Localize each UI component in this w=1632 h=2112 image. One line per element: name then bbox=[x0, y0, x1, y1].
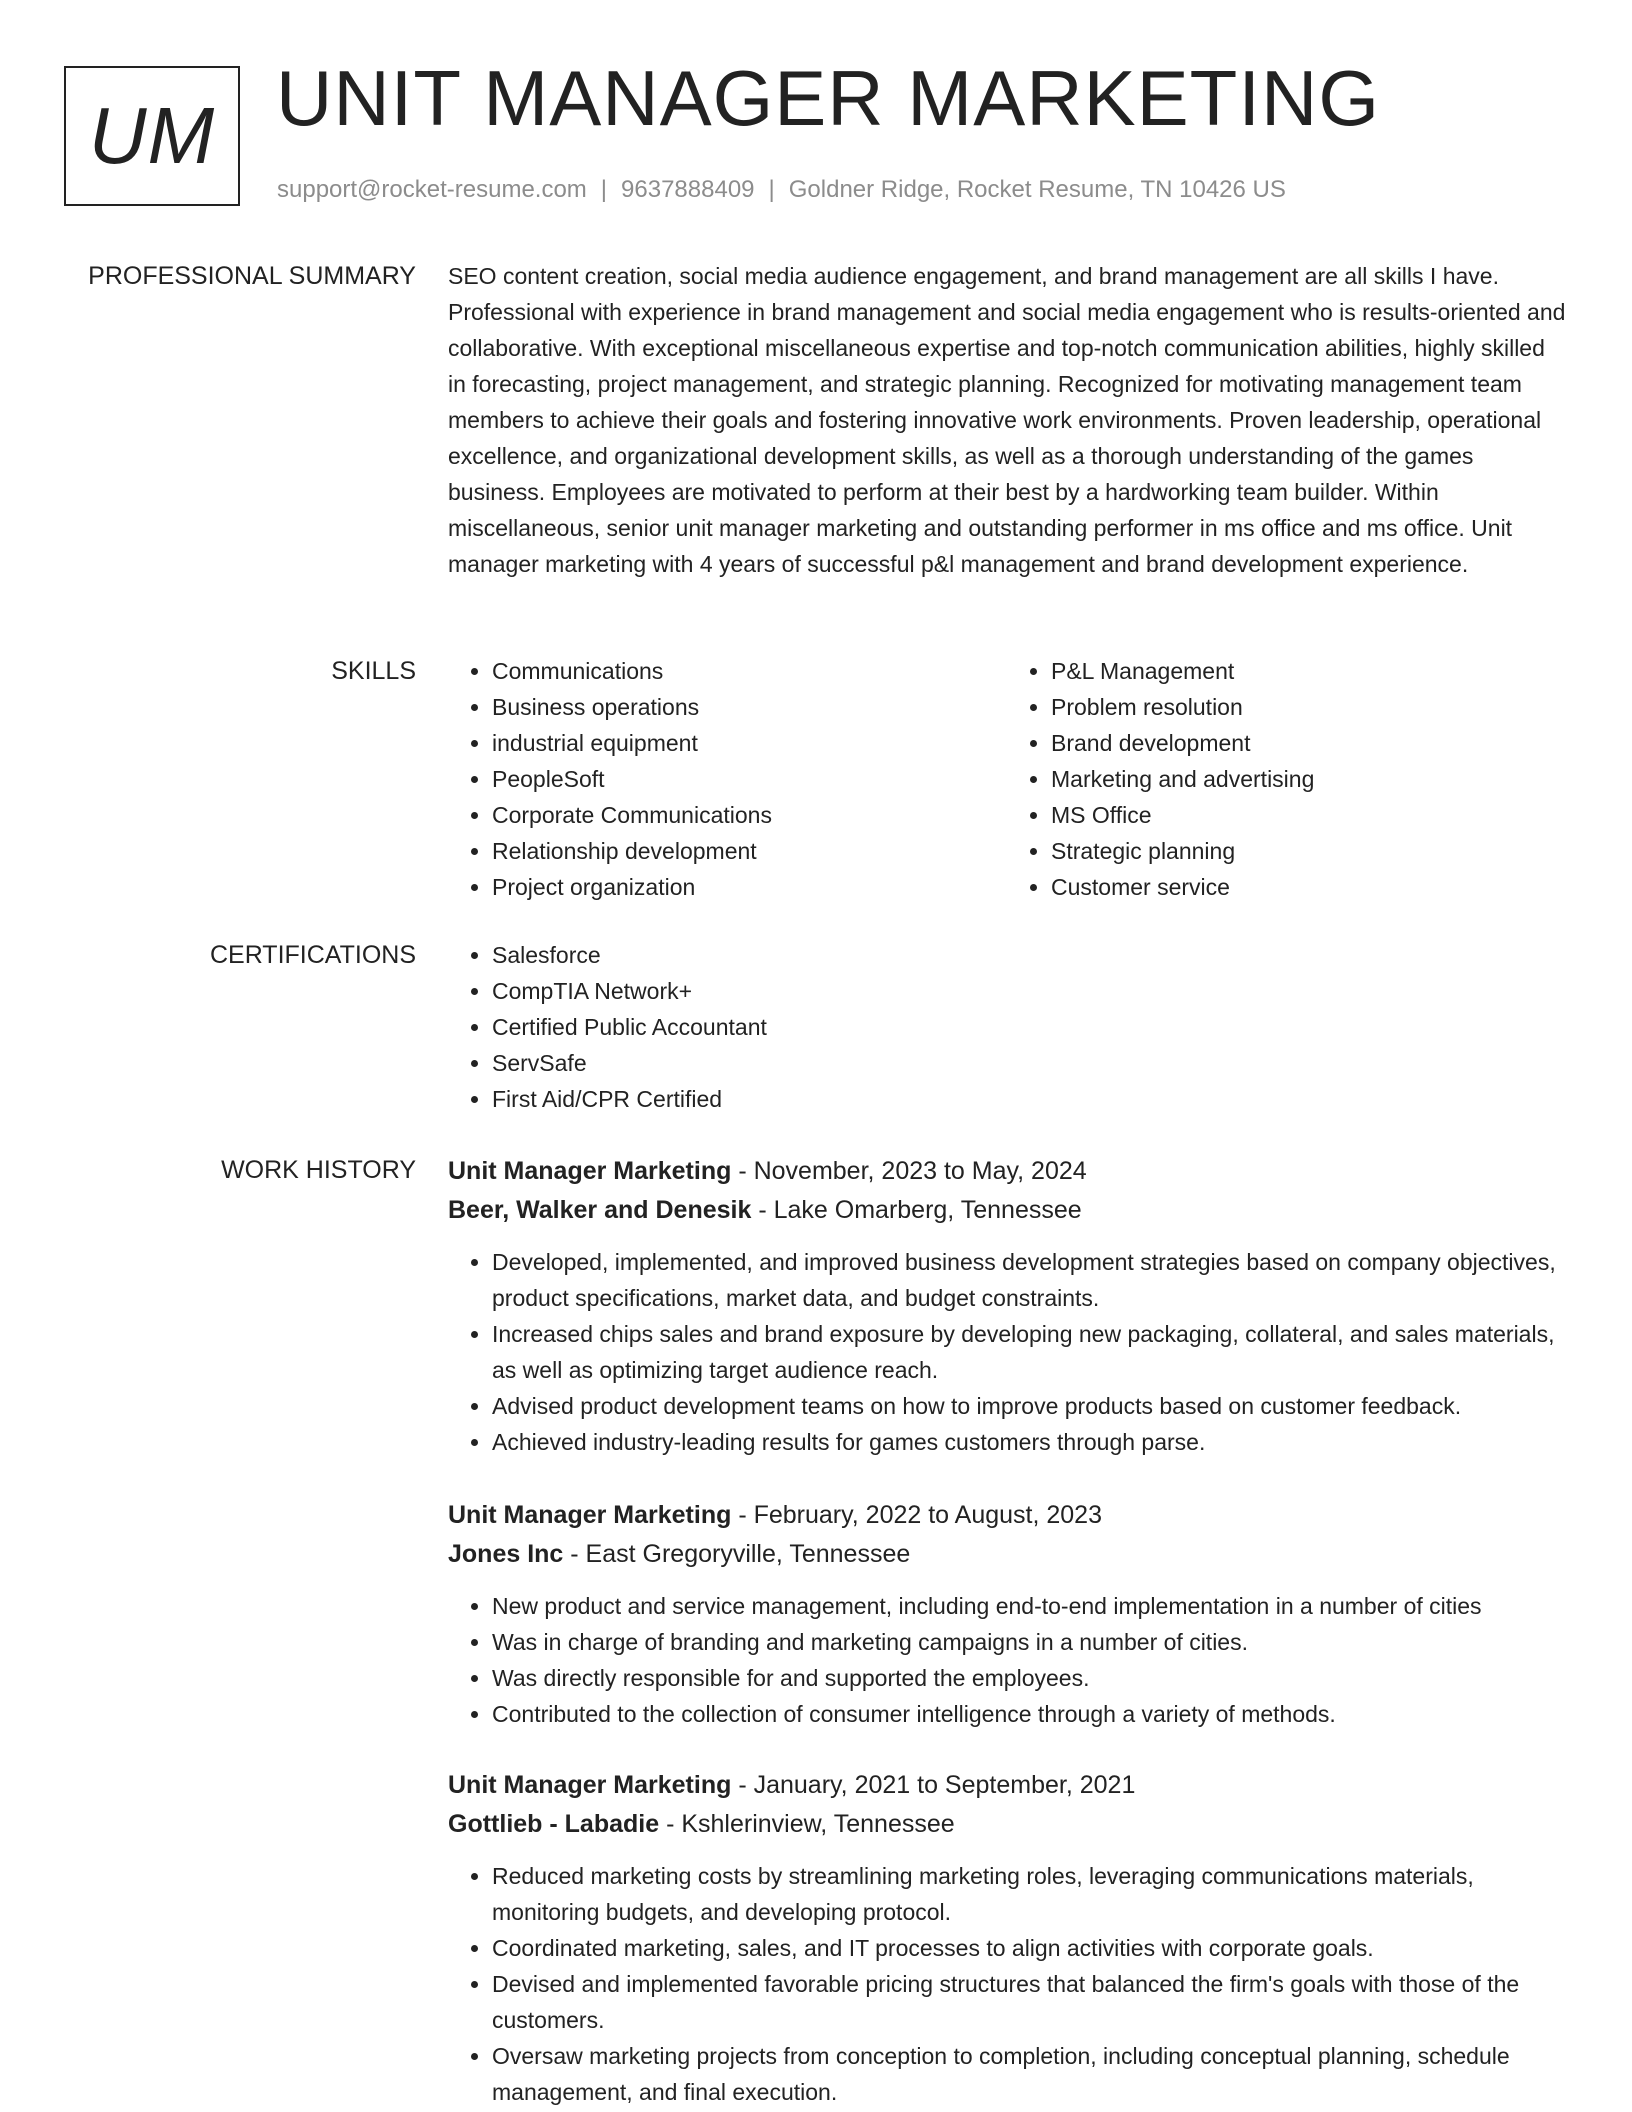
job-bullet: • Devised and implemented favorable pricing structures that balanced the firm's goals with those of the customers. bbox=[492, 1966, 1566, 2038]
certifications-body bbox=[448, 937, 1566, 1117]
contact-address: Goldner Ridge, Rocket Resume, TN 10426 US bbox=[788, 176, 1286, 203]
job-bullet: • Developed, implemented, and improved business development strategies based on company objectives, product specifications, market data, and budget constraints. bbox=[492, 1244, 1566, 1316]
skills-list-left bbox=[448, 653, 1007, 905]
skills-heading: SKILLS bbox=[331, 657, 416, 685]
job-title-line bbox=[448, 1766, 1566, 1805]
skill-item: • Customer service bbox=[1051, 869, 1566, 905]
skill-item: • Corporate Communications bbox=[492, 797, 1007, 833]
skill-item: • Marketing and advertising bbox=[1051, 761, 1566, 797]
job-bullet: • Reduced marketing costs by streamlining marketing roles, leveraging communications materials, monitoring budgets, and developing protocol. bbox=[492, 1858, 1566, 1930]
skills-body bbox=[448, 653, 1566, 905]
job-dates: - February, 2022 to August, 2023 bbox=[731, 1501, 1102, 1529]
job-role: Unit Manager Marketing bbox=[448, 1771, 732, 1799]
job-bullet: • New product and service management, including end-to-end implementation in a number of cities bbox=[492, 1588, 1566, 1624]
certification-item: • ServSafe bbox=[492, 1045, 1566, 1081]
job-bullet: • Achieved industry-leading results for games customers through parse. bbox=[492, 1424, 1566, 1460]
job-bullet: • Increased chips sales and brand exposure by developing new packaging, collateral, and sales materials, as well as optimizing target audience reach. bbox=[492, 1316, 1566, 1388]
job-dates: - November, 2023 to May, 2024 bbox=[731, 1157, 1087, 1185]
job-company-line bbox=[448, 1805, 1566, 1844]
skill-item: • industrial equipment bbox=[492, 725, 1007, 761]
skill-item: • Problem resolution bbox=[1051, 689, 1566, 725]
skill-item: • Brand development bbox=[1051, 725, 1566, 761]
certification-item: • CompTIA Network+ bbox=[492, 973, 1566, 1009]
job-bullets bbox=[448, 1858, 1566, 2110]
job-bullet: • Contributed to the collection of consumer intelligence through a variety of methods. bbox=[492, 1696, 1566, 1732]
skill-item: • PeopleSoft bbox=[492, 761, 1007, 797]
job-bullet: • Oversaw marketing projects from conception to completion, including conceptual planning, schedule management, and final execution. bbox=[492, 2038, 1566, 2110]
skill-item: • Communications bbox=[492, 653, 1007, 689]
contact-phone: 9637888409 bbox=[621, 176, 755, 203]
certifications-heading: CERTIFICATIONS bbox=[209, 941, 416, 969]
certifications-list bbox=[448, 937, 1566, 1117]
summary-text: SEO content creation, social media audience engagement, and brand management are all skills I have. Professional with experience in brand management and social media engagement who is results-oriented and collaborative. With exceptional miscellaneous expertise and top-notch communication abilities, highly skilled in forecasting, project management, and strategic planning. Recognized for motivating management team members to achieve their goals and fostering innovative work environments. Proven leadership, operational excellence, and organizational development skills, as well as a thorough understanding of the games business. Employees are motivated to perform at their best by a hardworking team builder. Within miscellaneous, senior unit manager marketing and outstanding performer in ms office and ms office. Unit manager marketing with 4 years of successful p&l management and brand development experience. bbox=[448, 263, 1566, 577]
job-role: Unit Manager Marketing bbox=[448, 1157, 732, 1185]
job-location: - East Gregoryville, Tennessee bbox=[563, 1540, 911, 1568]
skill-item: • Relationship development bbox=[492, 833, 1007, 869]
monogram-initials: UM bbox=[88, 91, 216, 180]
job-bullet: • Advised product development teams on how to improve products based on customer feedback. bbox=[492, 1388, 1566, 1424]
job-company: Beer, Walker and Denesik bbox=[448, 1196, 752, 1224]
skill-item: • Strategic planning bbox=[1051, 833, 1566, 869]
skill-item: • P&L Management bbox=[1051, 653, 1566, 689]
certification-item: • Certified Public Accountant bbox=[492, 1009, 1566, 1045]
skill-item: • Project organization bbox=[492, 869, 1007, 905]
job-entry bbox=[448, 1496, 1566, 1732]
monogram-box bbox=[64, 66, 240, 206]
contact-separator: | bbox=[600, 176, 608, 203]
job-company-line bbox=[448, 1191, 1566, 1230]
job-entry bbox=[448, 1766, 1566, 2110]
job-bullet: • Was in charge of branding and marketing campaigns in a number of cities. bbox=[492, 1624, 1566, 1660]
job-bullets bbox=[448, 1588, 1566, 1732]
work-history-heading: WORK HISTORY bbox=[221, 1156, 416, 1184]
job-bullets bbox=[448, 1244, 1566, 1460]
summary-body bbox=[448, 258, 1566, 582]
job-title-line bbox=[448, 1496, 1566, 1535]
job-location: - Lake Omarberg, Tennessee bbox=[751, 1196, 1082, 1224]
skill-item: • MS Office bbox=[1051, 797, 1566, 833]
job-location: - Kshlerinview, Tennessee bbox=[659, 1810, 955, 1838]
job-company: Jones Inc bbox=[448, 1540, 564, 1568]
job-company: Gottlieb - Labadie bbox=[448, 1810, 660, 1838]
contact-line bbox=[277, 176, 1286, 204]
certification-item: • First Aid/CPR Certified bbox=[492, 1081, 1566, 1117]
skills-columns bbox=[448, 653, 1566, 905]
contact-email: support@rocket-resume.com bbox=[277, 176, 587, 203]
skill-item: • Business operations bbox=[492, 689, 1007, 725]
certification-item: • Salesforce bbox=[492, 937, 1566, 973]
summary-heading: PROFESSIONAL SUMMARY bbox=[88, 262, 416, 290]
job-title-line bbox=[448, 1152, 1566, 1191]
candidate-name: UNIT MANAGER MARKETING bbox=[276, 54, 1380, 142]
job-bullet: • Was directly responsible for and supported the employees. bbox=[492, 1660, 1566, 1696]
skills-list-right bbox=[1007, 653, 1566, 905]
contact-separator: | bbox=[768, 176, 775, 203]
job-entry bbox=[448, 1152, 1566, 1460]
job-bullet: • Coordinated marketing, sales, and IT processes to align activities with corporate goals. bbox=[492, 1930, 1566, 1966]
job-dates: - January, 2021 to September, 2021 bbox=[731, 1771, 1136, 1799]
job-company-line bbox=[448, 1535, 1566, 1574]
job-role: Unit Manager Marketing bbox=[448, 1501, 732, 1529]
